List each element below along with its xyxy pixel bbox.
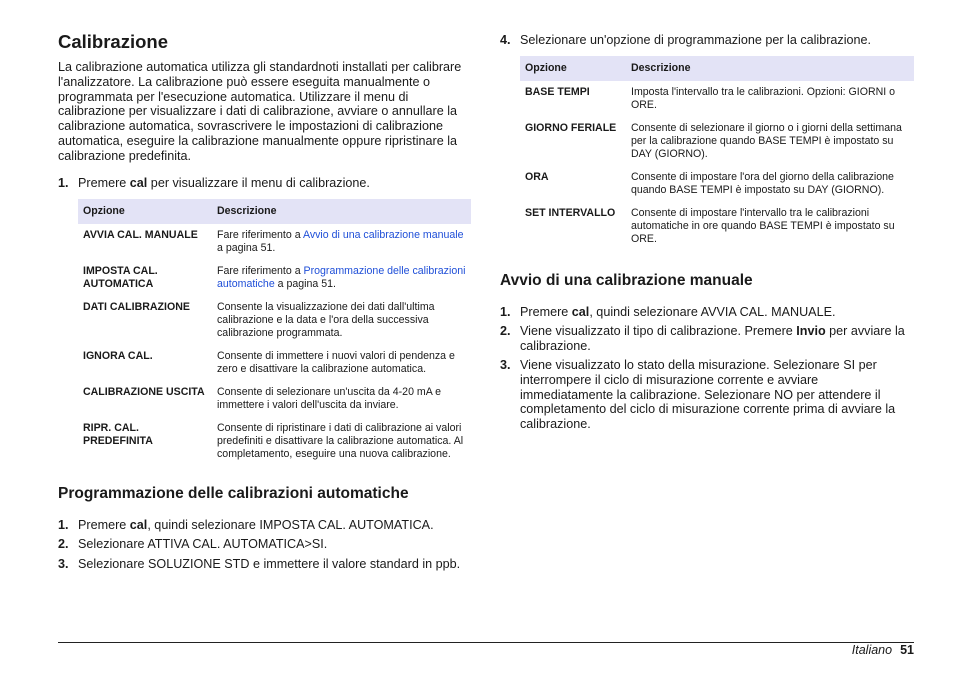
footer-language: Italiano <box>851 643 893 657</box>
description-cell: Consente la visualizzazione dei dati dall'ultima calibrazione e la data e l'ora della successiva calibrazione programmata. <box>217 301 435 339</box>
section-title-programmazione: Programmazione delle calibrazioni automatiche <box>58 485 409 502</box>
link-programmazione-calibrazioni[interactable]: Programmazione delle calibrazioni automatiche <box>217 265 466 290</box>
column-header: Descrizione <box>212 199 471 224</box>
table-row <box>520 202 914 251</box>
key-cal: cal <box>129 176 148 190</box>
description-cell: Consente di selezionare il giorno o i giorni della settimana per la calibrazione quando BASE TEMPI è impostato su DAY (GIORNO). <box>631 122 902 160</box>
key-cal: cal <box>129 518 148 532</box>
table-row <box>520 166 914 202</box>
option-cell: AVVIA CAL. MANUALE <box>83 229 198 241</box>
table-row <box>78 381 471 417</box>
table-row <box>78 417 471 466</box>
link-avvio-calibrazione[interactable]: Avvio di una calibrazione manuale <box>302 229 464 241</box>
section-title-avvio: Avvio di una calibrazione manuale <box>500 272 753 289</box>
table-row <box>78 224 471 260</box>
step-text: Premere <box>78 176 130 190</box>
page-title: Calibrazione <box>58 31 168 52</box>
option-cell: SET INTERVALLO <box>525 207 616 219</box>
step-number: 3. <box>58 557 69 571</box>
step-number: 2. <box>58 537 69 551</box>
step-text: per visualizzare il menu di calibrazione. <box>147 176 370 190</box>
column-header: Opzione <box>520 56 626 81</box>
option-cell: GIORNO FERIALE <box>525 122 617 134</box>
intro-paragraph: La calibrazione automatica utilizza gli standardnoti installati per calibrare l'analizzatore. La calibrazione può essere eseguita manualmente o programmata per l'esecuzione automatica. Utilizzare il menu di calibrazione per visualizzare i dati di calibrazione, avviare o annullare la calibrazione automatica, sovrascrivere le impostazioni di calibrazione automatica, eseguire la calibrazione manualmente oppure ripristinare la calibrazione predefinita. <box>58 60 462 163</box>
step-number: 2. <box>500 324 511 338</box>
table-header-row <box>520 56 914 81</box>
option-cell: ORA <box>525 171 549 183</box>
step-number: 3. <box>500 358 511 372</box>
description-cell: Consente di impostare l'intervallo tra le calibrazioni automatiche in ore quando BASE TEMPI è impostato su ORE. <box>631 207 895 245</box>
description-cell: Consente di selezionare un'uscita da 4-20 mA e immettere i valori dell'uscita da inviare. <box>217 386 442 411</box>
description-cell: Consente di impostare l'ora del giorno della calibrazione quando BASE TEMPI è impostato su DAY (GIORNO). <box>631 171 894 196</box>
schedule-options-table <box>520 56 914 251</box>
step-text: Selezionare ATTIVA CAL. AUTOMATICA>SI. <box>78 537 328 551</box>
option-cell: CALIBRAZIONE USCITA <box>83 386 205 398</box>
description-cell: Fare riferimento a Avvio di una calibrazione manuale a pagina 51. <box>217 229 464 254</box>
table-header-row <box>78 199 471 224</box>
option-cell: IGNORA CAL. <box>83 350 153 362</box>
step-number: 1. <box>58 176 69 190</box>
key-cal: cal <box>571 305 590 319</box>
step-number: 1. <box>500 305 511 319</box>
column-header: Descrizione <box>626 56 914 81</box>
table-row <box>520 81 914 117</box>
key-invio: Invio <box>796 324 826 338</box>
column-header: Opzione <box>78 199 212 224</box>
description-cell: Imposta l'intervallo tra le calibrazioni. Opzioni: GIORNI o ORE. <box>631 86 896 111</box>
calibration-menu-table <box>78 199 471 466</box>
step-number: 1. <box>58 518 69 532</box>
table-row <box>520 117 914 166</box>
option-cell: IMPOSTA CAL. AUTOMATICA <box>83 265 158 290</box>
table-row <box>78 296 471 345</box>
description-cell: Consente di immettere i nuovi valori di pendenza e zero e disattivare la calibrazione automatica. <box>217 350 455 375</box>
table-row <box>78 260 471 296</box>
option-cell: RIPR. CAL. PREDEFINITA <box>83 422 153 447</box>
step-text: Viene visualizzato lo stato della misurazione. Selezionare SI per interrompere il ciclo di misurazione corrente e avviare immediatamente la calibrazione. Selezionare NO per attendere il completamento del ciclo di misurazione corrente prima di avviare la calibrazione. <box>520 358 896 432</box>
table-row <box>78 345 471 381</box>
page-number: 51 <box>900 643 914 657</box>
description-cell: Fare riferimento a Programmazione delle calibrazioni automatiche a pagina 51. <box>217 265 466 290</box>
option-cell: BASE TEMPI <box>525 86 590 98</box>
page-footer <box>852 643 914 657</box>
step-number: 4. <box>500 33 511 47</box>
description-cell: Consente di ripristinare i dati di calibrazione ai valori predefiniti e disattivare la calibrazione automatica. Al completamento, eseguire una nuova calibrazione. <box>217 422 464 460</box>
footer-divider <box>58 642 914 643</box>
step-text: Selezionare SOLUZIONE STD e immettere il valore standard in ppb. <box>78 557 461 571</box>
step-text: Selezionare un'opzione di programmazione per la calibrazione. <box>520 33 872 47</box>
option-cell: DATI CALIBRAZIONE <box>83 301 190 313</box>
